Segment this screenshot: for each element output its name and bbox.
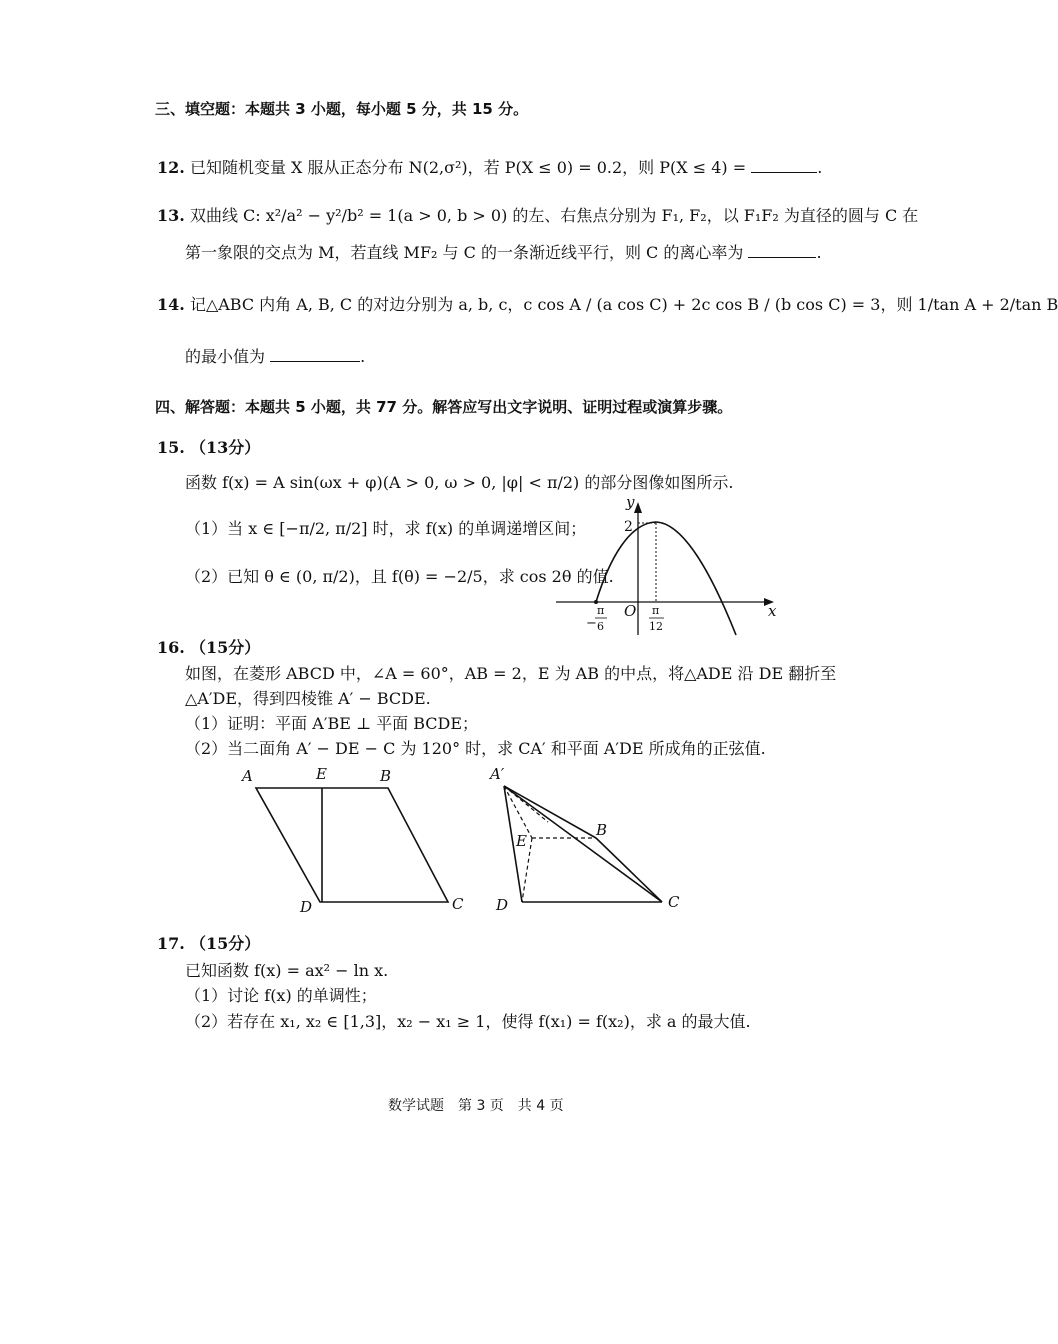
answer-blank[interactable] xyxy=(751,158,817,173)
edge-b-c xyxy=(596,838,662,902)
tick-left-denominator: 6 xyxy=(597,620,604,633)
question-17-stem: 已知函数 f(x) = ax² − ln x. xyxy=(185,961,389,980)
y-axis-label: y xyxy=(626,493,635,511)
question-15-stem: 函数 f(x) = A sin(ωx + φ)(A > 0, ω > 0, |φ| < π/2) 的部分图像如图所示. xyxy=(185,473,734,492)
label-c: C xyxy=(668,893,680,911)
label-c: C xyxy=(452,895,464,913)
question-16-line2: △A′DE，得到四棱锥 A′ − BCDE. xyxy=(185,689,431,708)
question-16-line1: 如图，在菱形 ABCD 中，∠A = 60°，AB = 2，E 为 AB 的中点，将△ADE 沿 DE 翻折至 xyxy=(185,664,837,683)
question-text: 第一象限的交点为 M，若直线 MF₂ 与 C 的一条渐近线平行，则 C 的离心率为 xyxy=(185,243,744,262)
question-number: 16. xyxy=(157,638,185,657)
question-15-part2: （2）已知 θ ∈ (0, π/2)，且 f(θ) = −2/5，求 cos 2θ 的值. xyxy=(185,567,614,586)
max-value-label: 2 xyxy=(624,519,633,535)
question-17-header xyxy=(157,933,260,955)
answer-blank[interactable] xyxy=(748,243,816,258)
label-d: D xyxy=(496,896,509,914)
question-13-line1 xyxy=(157,205,918,227)
question-score: （15分） xyxy=(189,934,261,953)
question-number: 14. xyxy=(157,295,185,314)
question-15-part1: （1）当 x ∈ [−π/2, π/2] 时，求 f(x) 的单调递增区间； xyxy=(185,519,587,538)
origin-label: O xyxy=(624,602,637,620)
question-score: （13分） xyxy=(189,438,261,457)
rhombus-figure xyxy=(238,762,474,918)
tick-right-denominator: 12 xyxy=(649,620,663,633)
x-axis-label: x xyxy=(768,602,777,620)
question-number: 13. xyxy=(157,206,185,225)
auxiliary-dashed xyxy=(504,786,548,822)
question-15-header xyxy=(157,437,260,459)
question-number: 17. xyxy=(157,934,185,953)
section-4-title: 四、解答题：本题共 5 小题，共 77 分。解答应写出文字说明、证明过程或演算步骤。 xyxy=(155,398,733,416)
question-number: 15. xyxy=(157,438,185,457)
question-14-line1 xyxy=(157,294,1058,316)
section-3-title: 三、填空题：本题共 3 小题，每小题 5 分，共 15 分。 xyxy=(155,100,529,118)
question-13-line2: 第一象限的交点为 M，若直线 MF₂ 与 C 的一条渐近线平行，则 C 的离心率为 . xyxy=(185,243,822,262)
tick-right-numerator: π xyxy=(652,604,660,617)
question-17-part1: （1）讨论 f(x) 的单调性； xyxy=(185,986,377,1005)
question-12: 12. 已知随机变量 X 服从正态分布 N(2,σ²)，若 P(X ≤ 0) = 0.2，则 P(X ≤ 4) = . xyxy=(157,158,823,177)
label-e: E xyxy=(516,832,527,850)
sine-graph xyxy=(552,495,792,635)
question-16-part2: （2）当二面角 A′ − DE − C 为 120° 时，求 CA′ 和平面 A′DE 所成角的正弦值. xyxy=(185,739,766,758)
label-e: E xyxy=(316,765,327,783)
label-b: B xyxy=(380,767,392,785)
label-b: B xyxy=(596,821,608,839)
rhombus-abcd xyxy=(256,788,448,902)
page-footer: 数学试题 第 3 页 共 4 页 xyxy=(388,1098,564,1114)
edge-a1-c xyxy=(504,786,662,902)
question-16-part1: （1）证明：平面 A′BE ⊥ 平面 BCDE； xyxy=(185,714,479,733)
pyramid-figure xyxy=(488,762,698,918)
question-score: （15分） xyxy=(189,638,261,657)
question-text: 的最小值为 xyxy=(185,347,266,366)
question-16-header xyxy=(157,637,260,659)
question-text: 已知随机变量 X 服从正态分布 N(2,σ²)，若 P(X ≤ 0) = 0.2，则 P(X ≤ 4) = xyxy=(189,158,747,177)
question-text: 双曲线 C: x²/a² − y²/b² = 1(a > 0, b > 0) 的左、右焦点分别为 F₁, F₂，以 F₁F₂ 为直径的圆与 C 在 xyxy=(189,206,919,225)
label-a-prime: A′ xyxy=(490,765,505,783)
sine-curve xyxy=(596,522,736,635)
question-14-line2: 的最小值为 . xyxy=(185,347,366,366)
question-17-part2: （2）若存在 x₁, x₂ ∈ [1,3]，x₂ − x₁ ≥ 1，使得 f(x₁) = f(x₂)，求 a 的最大值. xyxy=(185,1012,751,1031)
label-d: D xyxy=(300,898,313,916)
question-text: 记△ABC 内角 A, B, C 的对边分别为 a, b, c，c cos A / (a cos C) + 2c cos B / (b cos C) = 3，则 1/tan A + 2/tan B xyxy=(189,295,1058,314)
question-number: 12. xyxy=(157,158,185,177)
label-a: A xyxy=(242,767,253,785)
tick-left-numerator: π xyxy=(597,604,605,617)
tick-left-sign: − xyxy=(586,616,597,631)
answer-blank[interactable] xyxy=(270,347,360,362)
y-axis-arrow-icon xyxy=(634,502,642,513)
